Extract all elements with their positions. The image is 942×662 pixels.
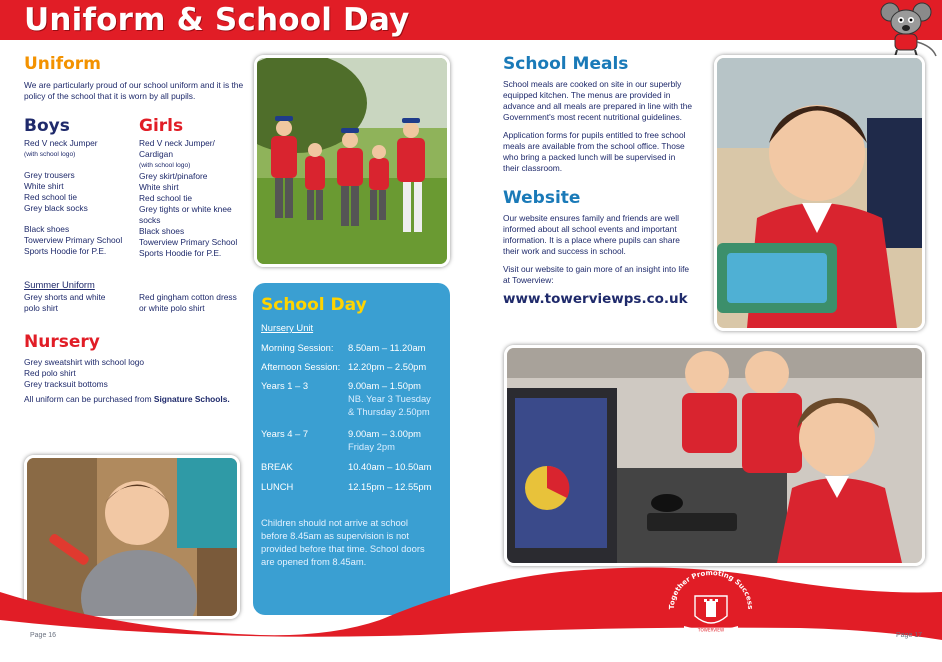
- list-item: Black shoes: [139, 226, 185, 236]
- list-item: Grey tracksuit bottoms: [24, 379, 108, 389]
- mascot-mouse-icon: [860, 0, 942, 62]
- list-item: Cardigan: [139, 149, 173, 159]
- list-item: (with school logo): [24, 151, 76, 158]
- text-line: their classroom.: [503, 163, 563, 173]
- list-item: Red V neck Jumper: [24, 138, 98, 148]
- website-para-2: [503, 264, 708, 286]
- text-line: Government's most recent nutritional guidelines.: [503, 112, 682, 122]
- text-line: Application forms for pupils entitled to free school: [503, 130, 686, 140]
- list-item: White shirt: [139, 182, 179, 192]
- school-day-heading: School Day: [261, 295, 367, 315]
- list-item: Grey trousers: [24, 170, 75, 180]
- list-item: Red school tie: [24, 192, 78, 202]
- uniform-intro: [24, 80, 246, 102]
- nursery-list: [24, 357, 246, 405]
- text-line: meals are available from the school office. Those: [503, 141, 685, 151]
- photo-children-walking: [254, 55, 450, 267]
- list-item: White shirt: [24, 181, 64, 191]
- crest-banner: TOWERVIEW: [697, 627, 725, 633]
- schedule-label: Years 1 – 3: [261, 380, 309, 391]
- schedule-value: 10.40am – 10.50am: [348, 461, 432, 472]
- website-para-1: [503, 213, 708, 257]
- text-line: School meals are cooked on site in our superbly: [503, 79, 682, 89]
- text-line: informed about all school events and important: [503, 224, 677, 234]
- school-crest-logo: [662, 568, 760, 638]
- notice-line: before 8.45am as supervision is not: [261, 530, 409, 541]
- schedule-label: Afternoon Session:: [261, 361, 341, 372]
- list-item: socks: [139, 215, 161, 225]
- text-line: information. It is a place where pupils can share: [503, 235, 680, 245]
- boys-heading: Boys: [24, 116, 70, 136]
- summer-uniform-heading: Summer Uniform: [24, 279, 95, 290]
- schedule-label: Years 4 – 7: [261, 428, 309, 439]
- list-item: Sports Hoodie for P.E.: [24, 246, 107, 256]
- nursery-heading: Nursery: [24, 332, 100, 352]
- schedule-label: Morning Session:: [261, 342, 334, 353]
- boys-summer-list: [24, 292, 136, 314]
- list-item: Grey tights or white knee: [139, 204, 232, 214]
- list-item: Grey shorts and white: [24, 292, 106, 302]
- list-item: Red V neck Jumper/: [139, 138, 215, 148]
- schedule-label: BREAK: [261, 461, 293, 472]
- notice-line: Children should not arrive at school: [261, 517, 408, 528]
- purchase-brand: Signature Schools.: [153, 394, 230, 404]
- boys-list: [24, 138, 136, 257]
- list-item: polo shirt: [24, 303, 58, 313]
- list-item: Grey sweatshirt with school logo: [24, 357, 145, 367]
- website-heading: Website: [503, 188, 581, 208]
- list-item: or white polo shirt: [139, 303, 205, 313]
- meals-para-1: [503, 79, 708, 123]
- notice-line: provided before that time. School doors: [261, 543, 425, 554]
- school-meals-heading: School Meals: [503, 54, 629, 74]
- photo-boy-lunchbox: [714, 55, 925, 331]
- crest-motto: Together Promoting Success: [667, 568, 755, 610]
- uniform-intro-line: We are particularly proud of our school uniform and it is the: [24, 80, 244, 90]
- nursery-unit-label: Nursery Unit: [261, 322, 314, 333]
- notice-line: are opened from 8.45am.: [261, 556, 367, 567]
- list-item: Black shoes: [24, 224, 70, 234]
- uniform-heading: Uniform: [24, 54, 101, 74]
- schedule-label: LUNCH: [261, 481, 294, 492]
- text-line: Visit our website to gain more of an insight into life: [503, 264, 690, 274]
- schedule-value: 9.00am – 3.00pm: [348, 428, 421, 439]
- page-title: Uniform & School Day: [24, 2, 410, 38]
- schedule-value: 12.15pm – 12.55pm: [348, 481, 432, 492]
- list-item: Red gingham cotton dress: [139, 292, 237, 302]
- schedule-value: 9.00am – 1.50pm: [348, 380, 421, 391]
- page-number-right: Page 17: [896, 632, 923, 639]
- list-item: Grey skirt/pinafore: [139, 171, 208, 181]
- list-item: Towerview Primary School: [139, 237, 238, 247]
- schedule-note: & Thursday 2.50pm: [348, 406, 430, 417]
- text-line: equipped kitchen. The menus are provided in: [503, 90, 671, 100]
- purchase-text: All uniform can be purchased from: [24, 394, 154, 404]
- girls-list: [139, 138, 249, 259]
- meals-para-2: [503, 130, 708, 174]
- schedule-note: NB. Year 3 Tuesday: [348, 393, 431, 404]
- schedule-note: Friday 2pm: [348, 441, 395, 452]
- list-item: Red school tie: [139, 193, 193, 203]
- text-line: advance and all meals are prepared in line with the: [503, 101, 693, 111]
- list-item: Grey black socks: [24, 203, 88, 213]
- purchase-note: [24, 394, 246, 405]
- list-item: Red polo shirt: [24, 368, 76, 378]
- list-item: Towerview Primary School: [24, 235, 123, 245]
- text-line: who bring a packed lunch will be supervised in: [503, 152, 676, 162]
- schedule-value: 8.50am – 11.20am: [348, 342, 426, 353]
- text-line: at Towerview:: [503, 275, 554, 285]
- website-url-link[interactable]: www.towerviewps.co.uk: [503, 291, 688, 307]
- list-item: (with school logo): [139, 162, 191, 169]
- page-number-left: Page 16: [30, 632, 57, 639]
- photo-computer-class: [504, 345, 925, 566]
- list-item: Sports Hoodie for P.E.: [139, 248, 222, 258]
- schedule-value: 12.20pm – 2.50pm: [348, 361, 427, 372]
- text-line: their work and success in school.: [503, 246, 626, 256]
- girls-summer-list: [139, 292, 249, 314]
- girls-heading: Girls: [139, 116, 184, 136]
- footer-wave: [0, 540, 942, 657]
- text-line: Our website ensures family and friends are well: [503, 213, 679, 223]
- uniform-intro-line: policy of the school that it is worn by all pupils.: [24, 91, 196, 101]
